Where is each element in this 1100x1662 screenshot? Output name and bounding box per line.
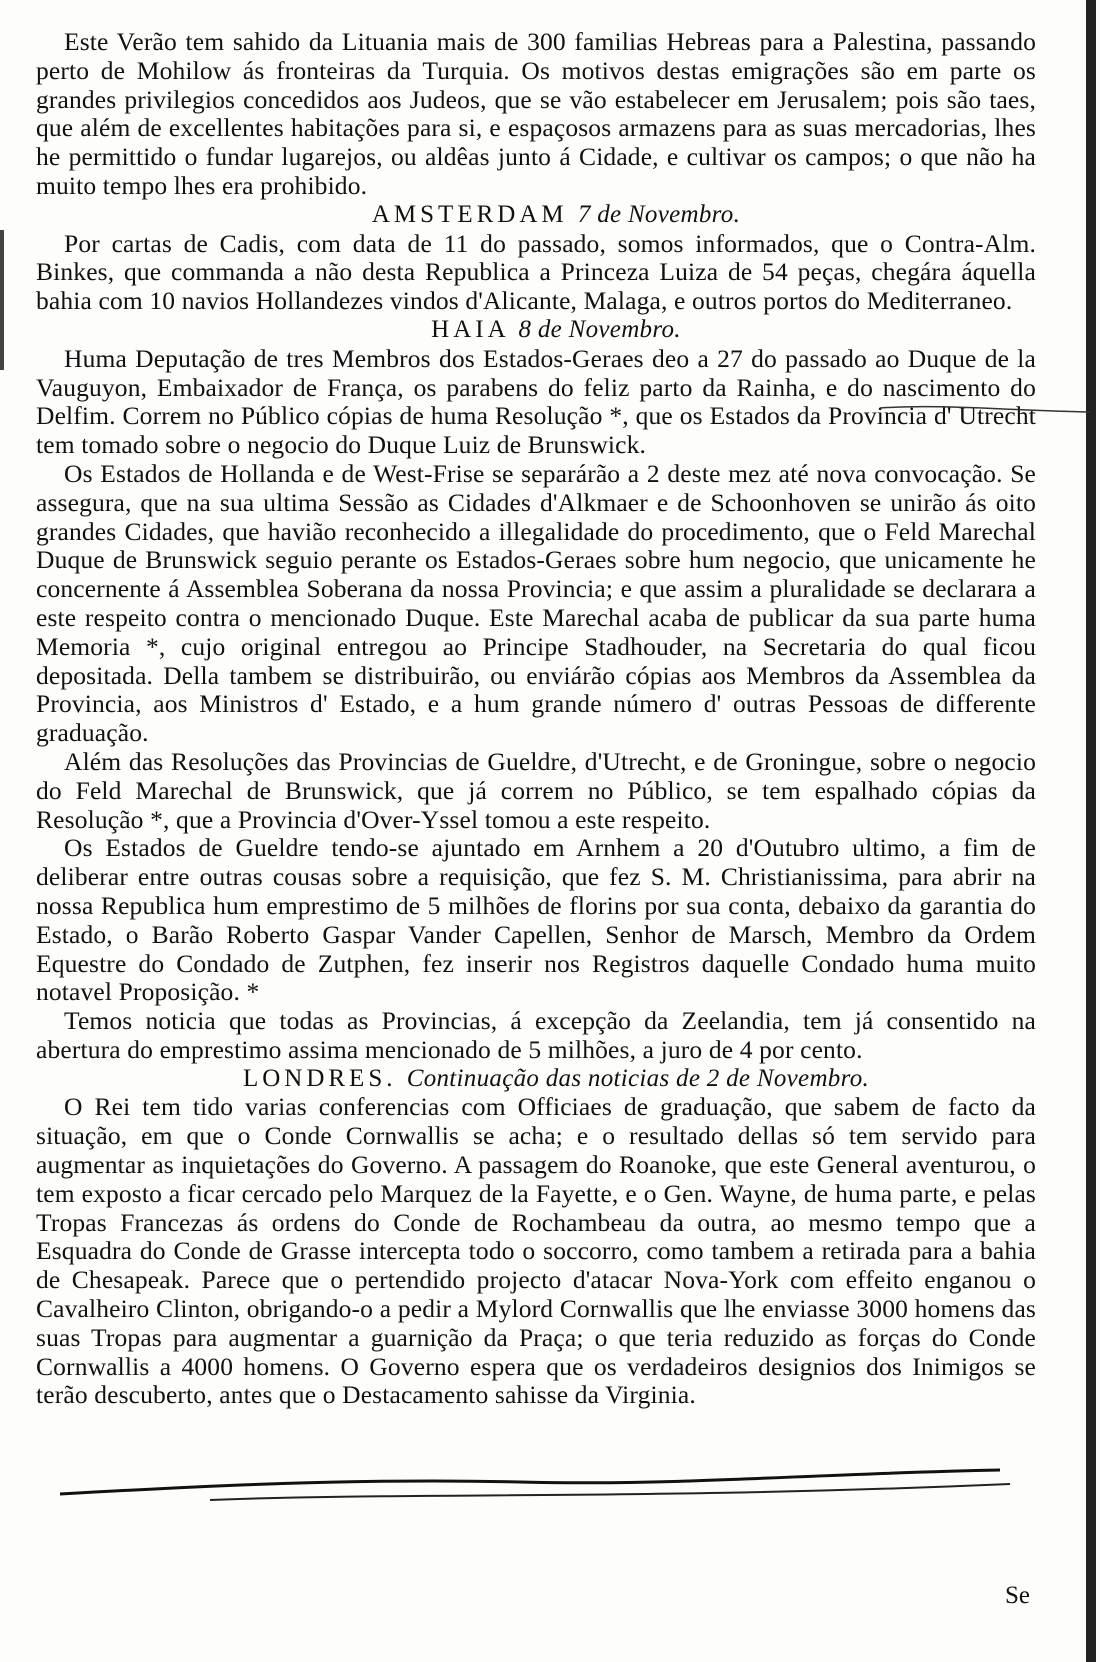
paragraph-deputacao: Huma Deputação de tres Membros dos Estados-Geraes deo a 27 do passado ao Duque de la Vauguyon, Embaixador de França, os parabens do feliz parto da Rainha, e do nascimento do Delfim. Correm no Público cópias de huma Resolução *, que os Estados da Provincia d' Utrecht tem tomado sobre o negocio do Duque Luiz de Brunswick. [36,343,1036,460]
heading-date: 8 de Novembro. [518,315,681,343]
paragraph-rei: O Rei tem tido varias conferencias com Officiaes de graduação, que sabem de facto da situação, em que o Conde Cornwallis se acha; e o resultado dellas só tem servido para augmentar as inquietações do Governo. A passagem do Roanoke, que este General aventurou, o tem exposto a ficar cercado pelo Marquez de la Fayette, e o Gen. Wayne, de huma parte, e pelas Tropas Francezas ás ordens do Conde de Rochambeau da outra, ao mesmo tempo que a Esquadra do Conde de Grasse intercepta todo o soccorro, como tambem a retirada para a bahia de Chesapeak. Parece que o pertendido projecto d'atacar Nova-York com effeito enganou o Cavalheiro Clinton, obrigando-o a pedir a Mylord Cornwallis que lhe enviasse 3000 homens das suas Tropas para augmentar a guarnição da Praça; o que teria reduzido as forças do Conde Cornwallis a 4000 homens. O Governo espera que os verdadeiros designios dos Inimigos se terão descuberto, antes que o Destacamento sahisse da Virginia. [36,1092,1036,1410]
paragraph-gueldre: Os Estados de Gueldre tendo-se ajuntado em Arnhem a 20 d'Outubro ultimo, a fim de deliberar entre outras cousas sobre a requisição, que fez S. M. Christianissima, para abrir na nossa Republica hum emprestimo de 5 milhões de florins por sua conta, debaixo da garantia do Estado, o Barão Roberto Gaspar Vander Capellen, Senhor de Marsch, Membro da Ordem Equestre do Condado de Zutphen, fez inserir nos Registros daquelle Condado huma muito notavel Proposição. * [36,833,1036,1007]
paragraph-emprestimo: Temos noticia que todas as Provincias, á excepção da Zeelandia, tem já consentido na abertura do emprestimo assima mencionado de 5 milhões, a juro de 4 por cento. [36,1006,1036,1064]
heading-place: LONDRES. [242,1064,397,1092]
paragraph-cadis: Por cartas de Cadis, com data de 11 do passado, somos informados, que o Contra-Alm. Binkes, que commanda a não desta Republica a Princeza Luiza de 54 peças, chegára áquella bahia com 10 navios Hollandezes vindos d'Alicante, Malaga, e outros portos do Mediterraneo. [36,228,1036,316]
paragraph-hollanda: Os Estados de Hollanda e de West-Frise se separárão a 2 deste mez até nova convocação. Se assegura, que na sua ultima Sessão as Cidades d'Alkmaer e de Schoonhoven se unirão ás oito grandes Cidades, que havião reconhecido a illegalidade do procedimento, que o Feld Marechal Duque de Brunswick seguio perante os Estados-Geraes sobre hum negocio, que unicamente he concernente á Assemblea Soberana da nossa Provincia; e que assim a pluralidade se declarara a este respeito contra o mencionado Duque. Este Marechal acaba de publicar da sua parte huma Memoria *, cujo original entregou ao Principe Stadhouder, na Secretaria do qual ficou depositada. Della tambem se distribuirão, ou enviárão cópias aos Membros da Assemblea da Provincia, aos Ministros d' Estado, e a hum grande número d' outras Pessoas de differente graduação. [36,458,1036,748]
heading-place: AMSTERDAM [371,200,568,228]
heading-date: 7 de Novembro. [577,200,741,228]
scan-edge-mark [0,230,4,370]
heading-date: Continuação das noticias de 2 de Novembro. [406,1064,870,1092]
paragraph-resolucoes: Além das Resoluções das Provincias de Gueldre, d'Utrecht, e de Groningue, sobre o negocio do Feld Marechal de Brunswick, que já correm no Público, se tem espalhado cópias da Resolução *, que a Provincia d'Over-Yssel tomou a este respeito. [36,746,1036,834]
paragraph-lituania: Este Verão tem sahido da Lituania mais de 300 familias Hebreas para a Palestina, passando perto de Mohilow ás fronteiras da Turquia. Os motivos destas emigrações são em parte os grandes privilegios concedidos aos Judeos, que se vão estabelecer em Jerusalem; pois são taes, que além de excellentes habitações para si, e espaçosos armazens para as suas mercadorias, lhes he permittido o fundar lugarejos, ou aldêas junto á Cidade, e cultivar os campos; o que não ha muito tempo lhes era prohibido. [36,27,1036,200]
article-column [36,28,1036,1410]
heading-place: HAIA [431,315,509,343]
binding-edge [1086,0,1096,1662]
heading-londres [36,1065,1036,1094]
catchword: Se [1005,1582,1030,1609]
heading-haia [36,316,1036,345]
heading-amsterdam [36,201,1036,230]
